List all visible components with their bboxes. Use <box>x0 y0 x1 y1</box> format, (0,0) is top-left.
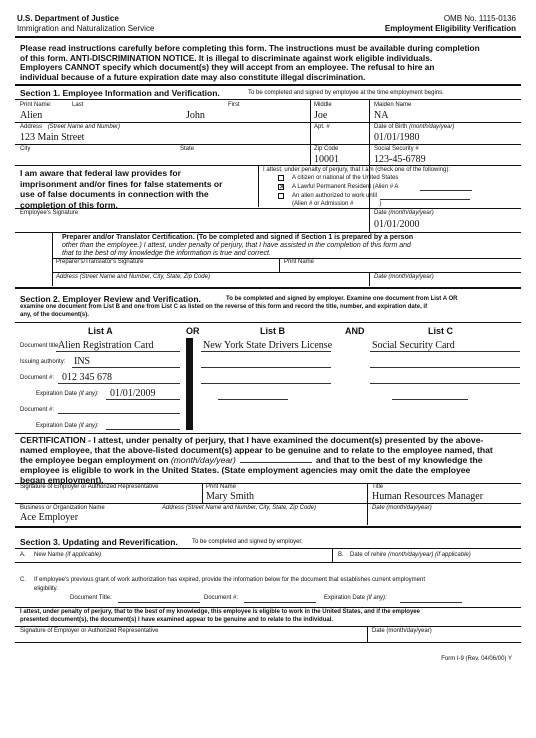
preparer-line: other than the employee.) I attest, under penalty of perjury, that I have assisted in the completion of this form and <box>62 242 411 249</box>
reverify-signature-label: Signature of Employer or Authorized Representative <box>20 628 159 634</box>
last-label: Last <box>72 102 84 108</box>
omb-number: OMB No. 1115-0136 <box>443 14 516 23</box>
print-name-label: Print Name: <box>20 102 52 108</box>
aware-line: imprisonment and/or fines for false statements or <box>20 178 223 189</box>
employer-print-name-label: Print Name <box>206 484 237 490</box>
rehire-b: B. <box>338 552 344 558</box>
preparer-line: Preparer and/or Translator Certification. (To be completed and signed if Section 1 is prepared by a person <box>62 234 414 241</box>
or-divider-bar <box>186 338 193 430</box>
preparer-signature-label: Preparer's/Translator's Signature <box>56 259 144 265</box>
doc-title-label: Document title: <box>20 343 61 349</box>
lpr-checkbox[interactable] <box>278 184 284 190</box>
ssn-field[interactable]: 123-45-6789 <box>374 154 426 165</box>
certification-line: employee is eligible to work in the United States. (State employment agencies may omit the date the employee <box>20 465 471 475</box>
aware-line: completion of this form. <box>20 199 118 210</box>
doc-number-field[interactable]: 012 345 678 <box>62 372 112 383</box>
reverify-text: If employee's previous grant of work authorization has expired, provide the information below for the document that establishes current employment <box>34 577 426 583</box>
preparer-certification <box>62 234 482 258</box>
notice <box>20 44 520 82</box>
city-label: City <box>20 146 31 152</box>
lpr-label: A Lawful Permanent Resident (Alien # A <box>292 184 399 190</box>
and-label: AND <box>345 326 365 336</box>
reverify-expiration-label: Expiration Date (if any): <box>324 595 387 601</box>
address-label: Address (Street Name and Number) <box>20 124 121 130</box>
first-label: First <box>228 102 240 108</box>
check-mark-icon: ✕ <box>279 184 285 191</box>
expiration-field[interactable]: 01/01/2009 <box>110 388 156 399</box>
section2-line: any, of the document(s). <box>20 312 89 318</box>
alien-authorized-checkbox[interactable] <box>278 193 284 199</box>
notice-line: Employers CANNOT specify which document(s) they will accept from an employee. The refusal to hire an <box>20 62 435 72</box>
aware-statement <box>20 168 256 210</box>
expiration2-label: Expiration Date (if any): <box>36 423 99 429</box>
address-field[interactable]: 123 Main Street <box>20 132 85 143</box>
certification-line: CERTIFICATION - I attest, under penalty of perjury, that I have examined the document(s) presented by the above- <box>20 435 484 445</box>
section2-line: To be completed and signed by employer. Examine one document from List A OR <box>226 296 458 302</box>
preparer-print-name-label: Print Name <box>284 259 315 265</box>
employee-date-field[interactable]: 01/01/2000 <box>374 219 420 230</box>
reverify-attest: I attest, under penalty of perjury, that to the best of my knowledge, this employee is eligible to work in the United States, and if the employee <box>20 609 420 615</box>
reverify-date-label: Date (month/day/year) <box>372 628 432 634</box>
list-b-doc-title[interactable]: New York State Drivers License <box>203 340 333 351</box>
employee-signature-label: Employee's Signature <box>20 210 79 216</box>
employer-date-label: Date (month/day/year) <box>372 505 432 511</box>
reverify-attest: presented document(s), the document(s) I have examined appear to be genuine and to relate to the individual. <box>20 617 334 623</box>
agency-name: Immigration and Naturalization Service <box>17 24 155 33</box>
section1-title: Section 1. Employee Information and Verification. <box>20 88 220 98</box>
certification-line: began employment). <box>20 475 104 485</box>
middle-label: Middle <box>314 102 332 108</box>
citizen-checkbox[interactable] <box>278 175 284 181</box>
notice-line: Please read instructions carefully before completing this form. The instructions must be available during completion <box>20 43 480 53</box>
section2-line: examine one document from List B and one from List C as listed on the reverse of this form and record the title, number, and expiration date, if <box>20 304 428 310</box>
aware-line: use of false documents in connection with the <box>20 189 209 199</box>
section3-title: Section 3. Updating and Reverification. <box>20 537 178 547</box>
apt-label: Apt. # <box>314 124 330 130</box>
employer-print-name-field[interactable]: Mary Smith <box>206 491 255 502</box>
doc-number2-label: Document #: <box>20 407 55 413</box>
employer-signature-label: Signature of Employer or Authorized Representative <box>20 484 159 490</box>
alien-authorized-label: An alien authorized to work until <box>292 193 378 199</box>
reverify-c: C. <box>20 577 26 583</box>
list-c-doc-title[interactable]: Social Security Card <box>372 340 455 351</box>
maiden-name-field[interactable]: NA <box>374 110 389 121</box>
certification-line: the employee began employment on (month/day/year) and that to the best of my knowledge the <box>20 455 483 465</box>
employee-date-label: Date (month/day/year) <box>374 210 434 216</box>
first-name-field[interactable]: John <box>186 110 205 121</box>
alien-admission-label: (Alien # or Admission # ) <box>292 201 382 207</box>
new-name-label: New Name (if applicable) <box>34 552 102 558</box>
last-name-field[interactable]: Alien <box>20 110 43 121</box>
preparer-address-label: Address (Street Name and Number, City, State, Zip Code) <box>56 274 210 280</box>
employer-title-field[interactable]: Human Resources Manager <box>372 491 484 502</box>
section3-subtitle: To be completed and signed by employer. <box>192 539 303 545</box>
doc-number-label: Document #: <box>20 375 55 381</box>
section2-title: Section 2. Employer Review and Verification. <box>20 294 201 304</box>
notice-line: of this form. ANTI-DISCRIMINATION NOTICE. It is illegal to discriminate against work eligible individuals. <box>20 52 433 63</box>
zip-field[interactable]: 10001 <box>314 154 339 165</box>
dob-label: Date of Birth (month/day/year) <box>374 124 455 130</box>
list-a-doc-title[interactable]: Alien Registration Card <box>58 340 154 351</box>
maiden-label: Maiden Name <box>374 102 412 108</box>
citizen-label: A citizen or national of the United States <box>292 175 399 181</box>
section1-subtitle: To be completed and signed by employee at the time employment begins. <box>248 90 444 96</box>
dept-name: U.S. Department of Justice <box>17 14 119 23</box>
form-title: Employment Eligibility Verification <box>384 24 516 33</box>
reverify-text: eligibility. <box>34 586 58 592</box>
list-c-heading: List C <box>428 326 454 336</box>
issuing-authority-field[interactable]: INS <box>74 356 91 367</box>
dob-field[interactable]: 01/01/1980 <box>374 132 420 143</box>
list-b-heading: List B <box>260 326 286 336</box>
aware-line: I am aware that federal law provides for <box>20 168 181 178</box>
zip-label: Zip Code <box>314 146 339 152</box>
ssn-label: Social Security # <box>374 146 419 152</box>
notice-line: individual because of a future expiration date may also constitute illegal discrimination. <box>20 71 366 82</box>
state-label: State <box>180 146 195 152</box>
new-name-a: A. <box>20 552 26 558</box>
certification-line: named employee, that the above-listed document(s) appear to be genuine and to relate to the employee named, that <box>20 445 493 455</box>
issuing-authority-label: Issuing authority: <box>20 359 66 365</box>
preparer-date-label: Date (month/day/year) <box>374 274 434 280</box>
preparer-line: that to the best of my knowledge the information is true and correct. <box>62 250 271 257</box>
rehire-label: Date of rehire (month/day/year) (if applicable) <box>350 552 471 558</box>
org-address-label: Address (Street Name and Number, City, State, Zip Code) <box>162 505 316 511</box>
org-name-field[interactable]: Ace Employer <box>20 512 79 523</box>
attest-label: I attest, under penalty of perjury, that I am (check one of the following): <box>263 167 450 173</box>
org-name-label: Business or Organization Name <box>20 505 105 511</box>
certification-text <box>20 435 525 485</box>
list-a-heading: List A <box>88 326 113 336</box>
middle-name-field[interactable]: Joe <box>314 110 328 121</box>
reverify-doc-number-label: Document #: <box>204 595 239 601</box>
reverify-doc-title-label: Document Title: <box>70 595 112 601</box>
form-id: Form I-9 (Rev. 04/06/00) Y <box>441 656 512 662</box>
expiration-label: Expiration Date (if any): <box>36 391 99 397</box>
employer-title-label: Title <box>372 484 384 490</box>
or-label: OR <box>186 326 200 336</box>
